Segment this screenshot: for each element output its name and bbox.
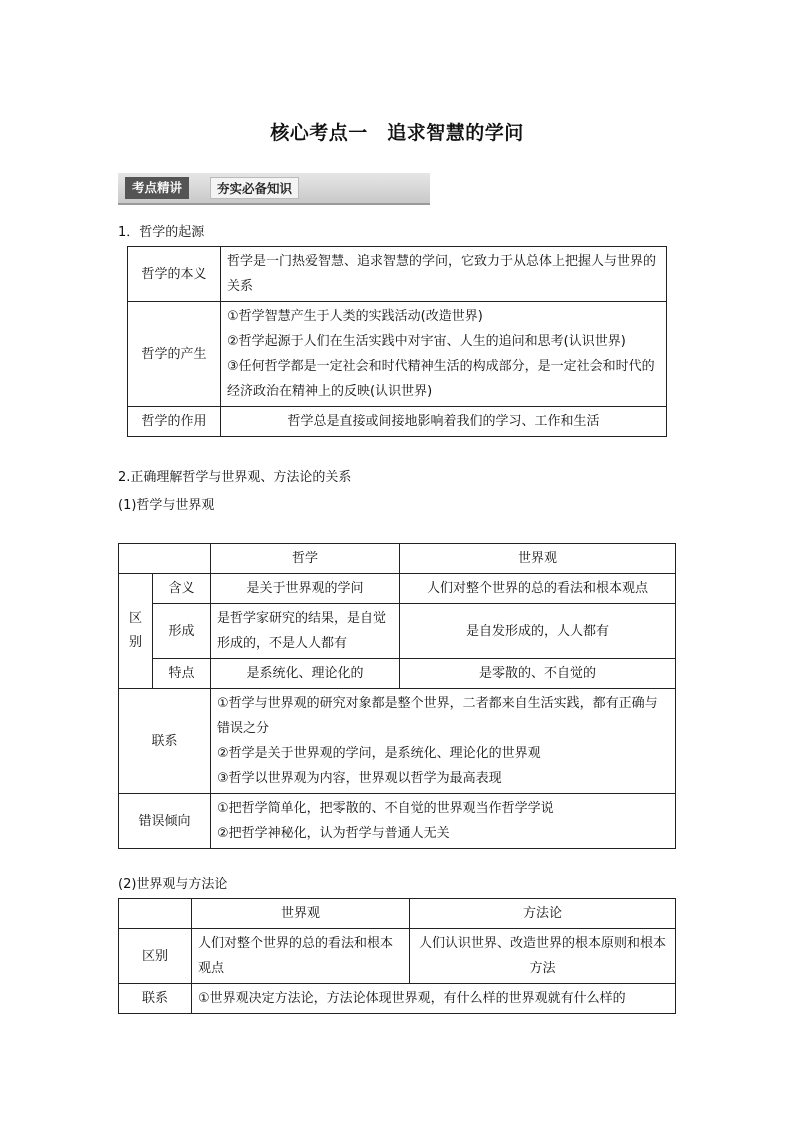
- cell-worldview: 是自发形成的，人人都有: [400, 604, 676, 659]
- table-row: [119, 604, 676, 659]
- row-content: [211, 689, 676, 794]
- group-label-text: 区别: [129, 611, 143, 650]
- section-banner: [118, 173, 430, 205]
- list-item: ②哲学是关于世界观的学问，是系统化、理论化的世界观: [217, 746, 541, 761]
- group-label: [119, 574, 153, 689]
- table-row: [128, 407, 667, 437]
- table-row: [119, 659, 676, 689]
- cell-methodology: 人们认识世界、改造世界的根本原则和根本方法: [410, 929, 676, 984]
- list-item: ①把哲学简单化，把零散的、不自觉的世界观当作哲学学说: [217, 801, 554, 816]
- cell-philosophy: 是系统化、理论化的: [211, 659, 400, 689]
- table-row: [119, 929, 676, 984]
- list-item: ①哲学与世界观的研究对象都是整个世界，二者都来自生活实践，都有正确与错误之分: [217, 696, 658, 736]
- row-label: 区别: [119, 929, 192, 984]
- table-row: [119, 984, 676, 1014]
- banner-tag: 考点精讲: [125, 177, 189, 199]
- banner-subtitle: 夯实必备知识: [210, 177, 299, 199]
- row-label: 哲学的本义: [128, 247, 221, 302]
- row-label: 错误倾向: [119, 794, 211, 849]
- row-label: 形成: [153, 604, 211, 659]
- table-header-row: [119, 544, 676, 574]
- section2-heading: 2.正确理解哲学与世界观、方法论的关系: [118, 470, 352, 485]
- origin-table: [127, 246, 667, 437]
- table-row: [128, 302, 667, 407]
- section1-heading: 1．哲学的起源: [118, 225, 205, 240]
- column-header: 方法论: [410, 899, 676, 929]
- list-item: ②把哲学神秘化，认为哲学与普通人无关: [217, 826, 450, 841]
- column-header: 世界观: [400, 544, 676, 574]
- row-content: 哲学是一门热爱智慧、追求智慧的学问，它致力于从总体上把握人与世界的关系: [221, 247, 667, 302]
- list-item: ③任何哲学都是一定社会和时代精神生活的构成部分，是一定社会和时代的经济政治在精神上的反映(认识世界): [227, 359, 655, 399]
- table-row: [119, 689, 676, 794]
- row-label: 联系: [119, 689, 211, 794]
- row-label: 联系: [119, 984, 192, 1014]
- cell-worldview: 是零散的、不自觉的: [400, 659, 676, 689]
- table-header-row: [119, 899, 676, 929]
- row-label: 特点: [153, 659, 211, 689]
- row-content: [211, 794, 676, 849]
- worldview-methodology-table: [118, 898, 676, 1014]
- cell-worldview: 人们对整个世界的总的看法和根本观点: [400, 574, 676, 604]
- table-row: [119, 574, 676, 604]
- list-item: ①哲学智慧产生于人类的实践活动(改造世界): [227, 309, 483, 324]
- subsection-heading: (1)哲学与世界观: [118, 498, 215, 513]
- cell-philosophy: 是关于世界观的学问: [211, 574, 400, 604]
- cell-worldview: 人们对整个世界的总的看法和根本观点: [192, 929, 410, 984]
- table-row: [128, 247, 667, 302]
- subsection-heading: (2)世界观与方法论: [118, 877, 228, 892]
- cell-philosophy: 是哲学家研究的结果，是自觉形成的，不是人人都有: [211, 604, 400, 659]
- row-label: 含义: [153, 574, 211, 604]
- page-title: 核心考点一 追求智慧的学问: [270, 122, 524, 144]
- column-header: 哲学: [211, 544, 400, 574]
- column-header: 世界观: [192, 899, 410, 929]
- row-label: 哲学的作用: [128, 407, 221, 437]
- list-item: ②哲学起源于人们在生活实践中对宇宙、人生的追问和思考(认识世界): [227, 334, 626, 349]
- row-content: [221, 302, 667, 407]
- row-label: 哲学的产生: [128, 302, 221, 407]
- table-row: [119, 794, 676, 849]
- list-item: ③哲学以世界观为内容，世界观以哲学为最高表现: [217, 771, 502, 786]
- row-content: ①世界观决定方法论，方法论体现世界观，有什么样的世界观就有什么样的: [192, 984, 676, 1014]
- philosophy-worldview-table: [118, 543, 676, 849]
- row-content: 哲学总是直接或间接地影响着我们的学习、工作和生活: [221, 407, 667, 437]
